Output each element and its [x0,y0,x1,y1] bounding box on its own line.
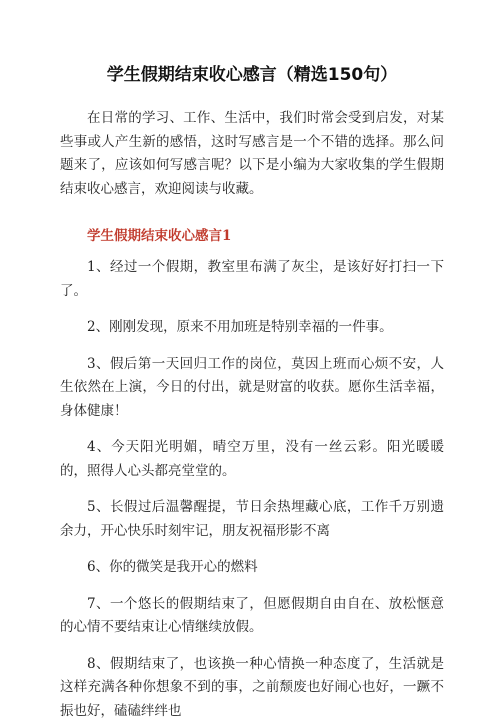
list-item: 7、一个悠长的假期结束了，但愿假期自由自在、放松惬意的心情不要结束让心情继续放假。 [60,593,444,640]
list-item: 6、你的微笑是我开心的燃料 [60,556,444,580]
section-heading: 学生假期结束收心感言1 [60,225,444,247]
list-item: 1、经过一个假期，教室里布满了灰尘，是该好好打扫一下了。 [60,256,444,303]
list-item: 4、今天阳光明媚，晴空万里，没有一丝云彩。阳光暖暖的，照得人心头都亮堂堂的。 [60,436,444,483]
list-item: 5、长假过后温馨醒提，节日余热埋藏心底，工作千万别遗余力，开心快乐时刻牢记，朋友祝福形影不离 [60,496,444,543]
quote-list [60,256,444,723]
list-item: 8、假期结束了，也该换一种心情换一种态度了，生活就是这样充满各种你想象不到的事，之前颓废也好闹心也好，一蹶不振也好，磕磕绊绊也 [60,653,444,723]
intro-paragraph: 在日常的学习、工作、生活中，我们时常会受到启发，对某些事或人产生新的感悟，这时写感言是一个不错的选择。那么问题来了，应该如何写感言呢？以下是小编为大家收集的学生假期结束收心感言，欢迎阅读与收藏。 [60,107,444,201]
list-item: 3、假后第一天回归工作的岗位，莫因上班而心烦不安，人生依然在上演，今日的付出，就是财富的收获。愿你生活幸福，身体健康！ [60,353,444,424]
document-title: 学生假期结束收心感言（精选150句） [60,63,444,87]
list-item: 2、刚刚发现，原来不用加班是特别幸福的一件事。 [60,316,444,340]
